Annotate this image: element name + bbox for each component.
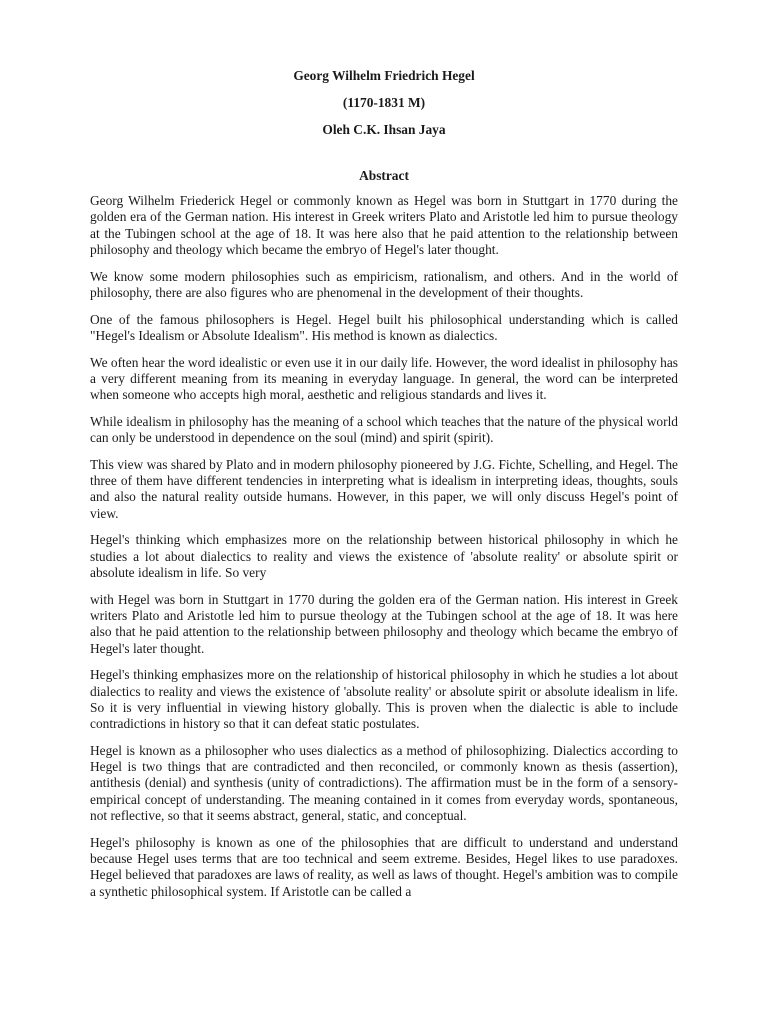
paragraph: Hegel's thinking which emphasizes more on the relationship between historical philosophy in which he studies a lot about dialectics to reality and views the existence of 'absolute reality' or absolute spirit or absolute idealism in life. So very bbox=[90, 532, 678, 580]
paragraph: Hegel is known as a philosopher who uses dialectics as a method of philosophizing. Dialectics according to Hegel is two things that are contradicted and then reconciled, or commonly known as thesis (assertion), antithesis (denial) and synthesis (unity of contradictions). The affirmation must be in the form of a sensory-empirical concept of understanding. The meaning contained in it comes from everyday words, spontaneous, not reflective, so that it seems abstract, general, static, and conceptual. bbox=[90, 742, 678, 824]
document-dates: (1170-1831 M) bbox=[342, 95, 426, 110]
paragraph: While idealism in philosophy has the meaning of a school which teaches that the nature of the physical world can only be understood in dependence on the soul (mind) and spirit (spirit). bbox=[90, 413, 678, 446]
paragraph: Hegel's thinking emphasizes more on the relationship of historical philosophy in which he studies a lot about dialectics to reality and views the existence of 'absolute reality' or absolute spirit or absolute idealism in life. So it is very influential in viewing history globally. This is proven when the dialectic is able to include contradictions in history so that it can defeat static postulates. bbox=[90, 667, 678, 732]
document-header bbox=[90, 68, 678, 138]
paragraph: We often hear the word idealistic or even use it in our daily life. However, the word idealist in philosophy has a very different meaning from its meaning in everyday language. In general, the word can be interpreted when someone who accepts high moral, aesthetic and religious standards and lives it. bbox=[90, 354, 678, 403]
abstract-body bbox=[90, 193, 678, 900]
paragraph: One of the famous philosophers is Hegel. Hegel built his philosophical understanding which is called "Hegel's Idealism or Absolute Idealism". His method is known as dialectics. bbox=[90, 311, 678, 343]
document-page bbox=[90, 68, 678, 900]
paragraph: This view was shared by Plato and in modern philosophy pioneered by J.G. Fichte, Schelling, and Hegel. The three of them have different tendencies in interpreting what is idealism in interpreting ideas, thoughts, souls and also the natural reality outside humans. However, in this paper, we will only discuss Hegel's point of view. bbox=[90, 456, 678, 521]
abstract-heading: Abstract bbox=[359, 168, 409, 183]
paragraph: with Hegel was born in Stuttgart in 1770 during the golden era of the German nation. His interest in Greek writers Plato and Aristotle led him to pursue theology at the Tubingen school at the age of 18. It was here also that he paid attention to the relationship between philosophy and theology which became the embryo of Hegel's later thought. bbox=[90, 591, 678, 656]
document-title: Georg Wilhelm Friedrich Hegel bbox=[293, 68, 475, 83]
paragraph: We know some modern philosophies such as empiricism, rationalism, and others. And in the world of philosophy, there are also figures who are phenomenal in the development of their thoughts. bbox=[90, 268, 678, 300]
paragraph: Georg Wilhelm Friederick Hegel or commonly known as Hegel was born in Stuttgart in 1770 during the golden era of the German nation. His interest in Greek writers Plato and Aristotle led him to pursue theology at the Tubingen school at the age of 18. It was here also that he paid attention to the relationship between philosophy and theology which became the embryo of Hegel's later thought. bbox=[90, 193, 678, 257]
paragraph: Hegel's philosophy is known as one of the philosophies that are difficult to understand and understand because Hegel uses terms that are too technical and seem extreme. Besides, Hegel likes to use paradoxes. Hegel believed that paradoxes are laws of reality, as well as laws of thought. Hegel's ambition was to compile a synthetic philosophical system. If Aristotle can be called a bbox=[90, 834, 678, 899]
document-author: Oleh C.K. Ihsan Jaya bbox=[322, 122, 446, 137]
